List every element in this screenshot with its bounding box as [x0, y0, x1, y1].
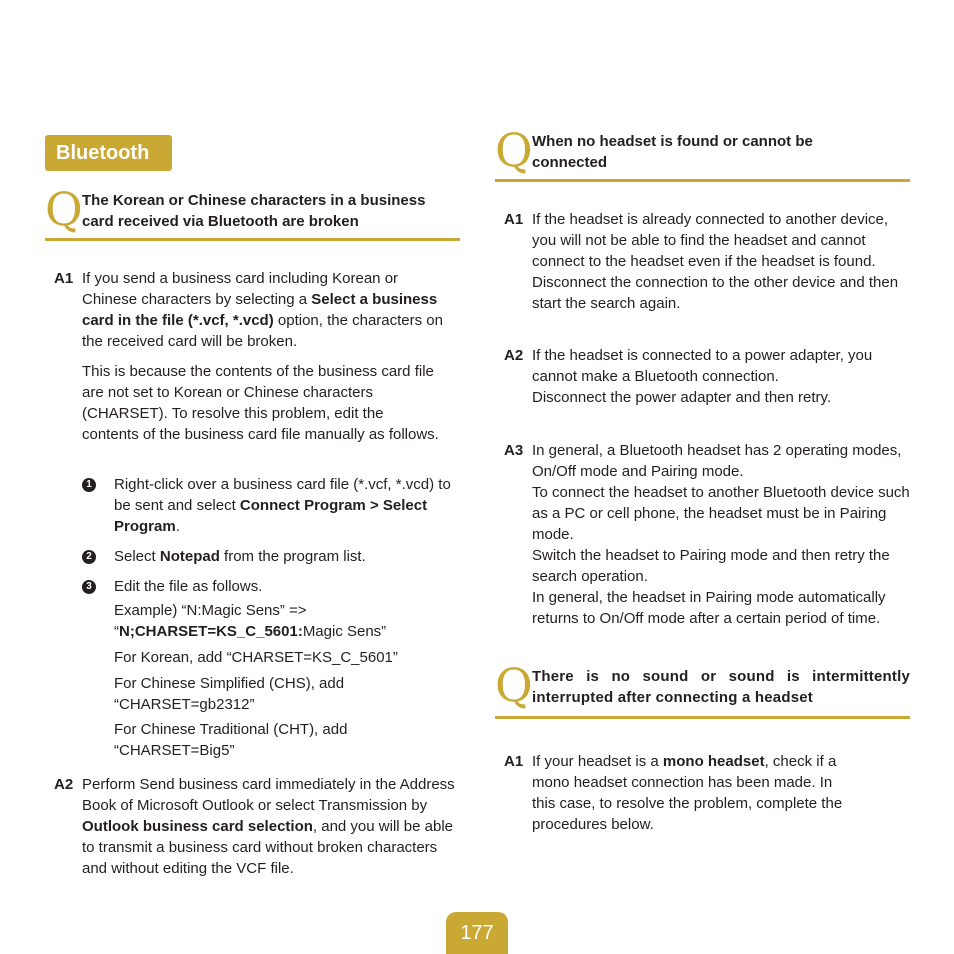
answer-text: If the headset is connected to a power adapter, you cannot make a Bluetooth connection. Disconnect the power adapter and then retry. — [532, 347, 873, 406]
answer-label: A2 — [504, 347, 524, 364]
question-title: There is no sound or sound is intermittently interrupted after connecting a headset — [532, 668, 910, 706]
question-header — [495, 123, 910, 183]
step-text: Right-click over a business card file (*.vcf, *.vcd) to be sent and select Connect Program > Select Program. — [114, 476, 451, 535]
step-number: 2 — [82, 550, 96, 564]
section-title: Bluetooth — [45, 135, 172, 171]
q-letter: Q — [45, 182, 83, 236]
example-text: Example) “N:Magic Sens” => “N;CHARSET=KS_C_5601:Magic Sens” — [114, 602, 387, 640]
step-number: 1 — [82, 478, 96, 492]
question-rule — [495, 716, 910, 719]
question-title: The Korean or Chinese characters in a business card received via Bluetooth are broken — [82, 192, 426, 230]
answer-text: If you send a business card including Korean or Chinese characters by selecting a Select a business card in the file (*.vcf, *.vcd) option, the characters on the received card will be broken. — [82, 270, 443, 350]
answer-label: A1 — [504, 211, 524, 228]
chs-note: For Chinese Simplified (CHS), add “CHARSET=gb2312” — [114, 675, 345, 713]
question-header — [495, 658, 910, 718]
korean-note: For Korean, add “CHARSET=KS_C_5601” — [114, 649, 398, 666]
q-letter: Q — [495, 123, 533, 177]
answer-text: If your headset is a mono headset, check if a mono headset connection has been made. In this case, to resolve the problem, complete the procedures below. — [532, 753, 843, 833]
cht-note: For Chinese Traditional (CHT), add “CHARSET=Big5” — [114, 721, 348, 759]
step-text: Edit the file as follows. — [114, 578, 263, 595]
answer-label: A3 — [504, 442, 524, 459]
answer-text: Perform Send business card immediately in the Address Book of Microsoft Outlook or select Transmission by Outlook business card selection, and you will be able to transmit a business card without broken characters and without editing the VCF file. — [82, 776, 455, 877]
question-rule — [495, 179, 910, 182]
answer-label: A1 — [504, 753, 524, 770]
answer-label: A2 — [54, 776, 74, 793]
question-header — [45, 182, 460, 242]
step-text: Select Notepad from the program list. — [114, 548, 366, 565]
page-number: 177 — [446, 912, 508, 954]
answer-paragraph: This is because the contents of the business card file are not set to Korean or Chinese characters (CHARSET). To resolve this problem, edit the contents of the business card file manually as follows. — [82, 363, 439, 443]
step-number: 3 — [82, 580, 96, 594]
question-rule — [45, 238, 460, 241]
q-letter: Q — [495, 658, 533, 712]
answer-label: A1 — [54, 270, 74, 287]
answer-text: In general, a Bluetooth headset has 2 operating modes, On/Off mode and Pairing mode. To connect the headset to another Bluetooth device such as a PC or cell phone, the headset must be in Pairing mode. Switch the headset to Pairing mode and then retry the search operation. In general, the headset in Pairing mode automatically returns to On/Off mode after a certain period of time. — [532, 442, 910, 627]
question-title: When no headset is found or cannot be connected — [532, 133, 813, 171]
answer-text: If the headset is already connected to another device, you will not be able to find the headset and cannot connect to the headset even if the headset is found. Disconnect the connection to the other device and then start the search again. — [532, 211, 899, 312]
